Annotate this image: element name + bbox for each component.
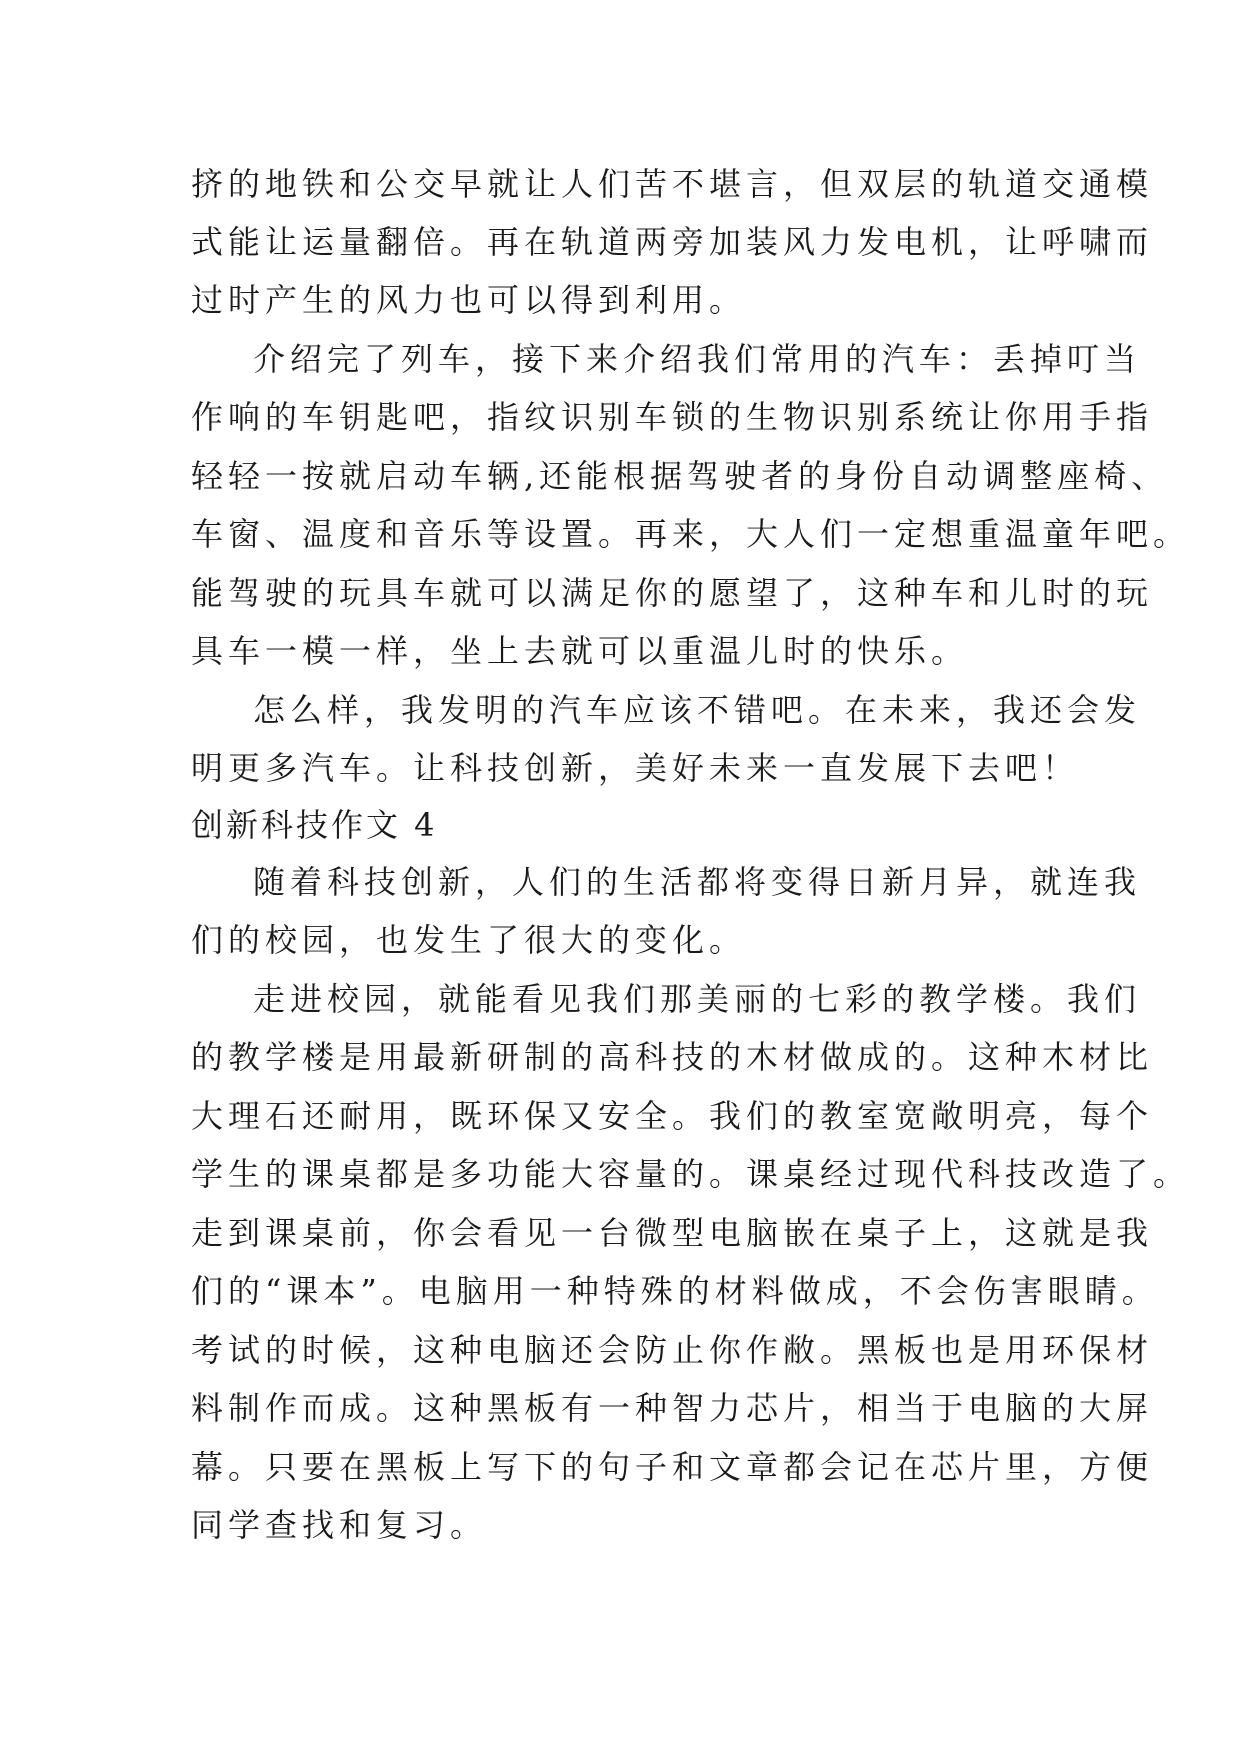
- body-line-5: 作响的车钥匙吧，指纹识别车锁的生物识别系统让你用手指: [191, 398, 1154, 436]
- body-line-21: 考试的时候，这种电脑还会防止你作敝。黑板也是用环保材: [191, 1331, 1154, 1369]
- body-line-7: 车窗、温度和音乐等设置。再来，大人们一定想重温童年吧。: [191, 515, 1191, 553]
- body-line-18: 学生的课桌都是多功能大容量的。课桌经过现代科技改造了。: [191, 1155, 1191, 1193]
- body-line-19: 走到课桌前，你会看见一台微型电脑嵌在桌子上，这就是我: [191, 1214, 1154, 1252]
- body-line-16: 的教学楼是用最新研制的高科技的木材做成的。这种木材比: [191, 1038, 1154, 1076]
- body-line-9: 具车一模一样，坐上去就可以重温儿时的快乐。: [191, 632, 969, 670]
- section-heading: 创新科技作文 4: [191, 806, 438, 844]
- body-line-22: 料制作而成。这种黑板有一种智力芯片，相当于电脑的大屏: [191, 1389, 1154, 1427]
- body-line-20: 们的“课本”。电脑用一种特殊的材料做成，不会伤害眼睛。: [191, 1272, 1159, 1310]
- body-line-15: 走进校园，就能看见我们那美丽的七彩的教学楼。我们: [253, 980, 1142, 1018]
- body-line-10: 怎么样，我发明的汽车应该不错吧。在未来，我还会发: [253, 691, 1142, 729]
- body-line-17: 大理石还耐用，既环保又安全。我们的教室宽敞明亮，每个: [191, 1097, 1154, 1135]
- body-line-13: 随着科技创新，人们的生活都将变得日新月异，就连我: [253, 863, 1142, 901]
- body-line-1: 挤的地铁和公交早就让人们苦不堪言，但双层的轨道交通模: [191, 165, 1154, 203]
- body-line-14: 们的校园，也发生了很大的变化。: [191, 921, 747, 959]
- body-line-24: 同学查找和复习。: [191, 1506, 488, 1544]
- body-line-3: 过时产生的风力也可以得到利用。: [191, 281, 747, 319]
- body-line-2: 式能让运量翻倍。再在轨道两旁加装风力发电机，让呼啸而: [191, 223, 1154, 261]
- body-line-11: 明更多汽车。让科技创新，美好未来一直发展下去吧！: [191, 749, 1080, 787]
- body-line-4: 介绍完了列车，接下来介绍我们常用的汽车：丢掉叮当: [253, 340, 1142, 378]
- body-line-8: 能驾驶的玩具车就可以满足你的愿望了，这种车和儿时的玩: [191, 574, 1154, 612]
- body-line-23: 幕。只要在黑板上写下的句子和文章都会记在芯片里，方便: [191, 1448, 1154, 1486]
- body-line-6: 轻轻一按就启动车辆,还能根据驾驶者的身份自动调整座椅、: [191, 457, 1169, 495]
